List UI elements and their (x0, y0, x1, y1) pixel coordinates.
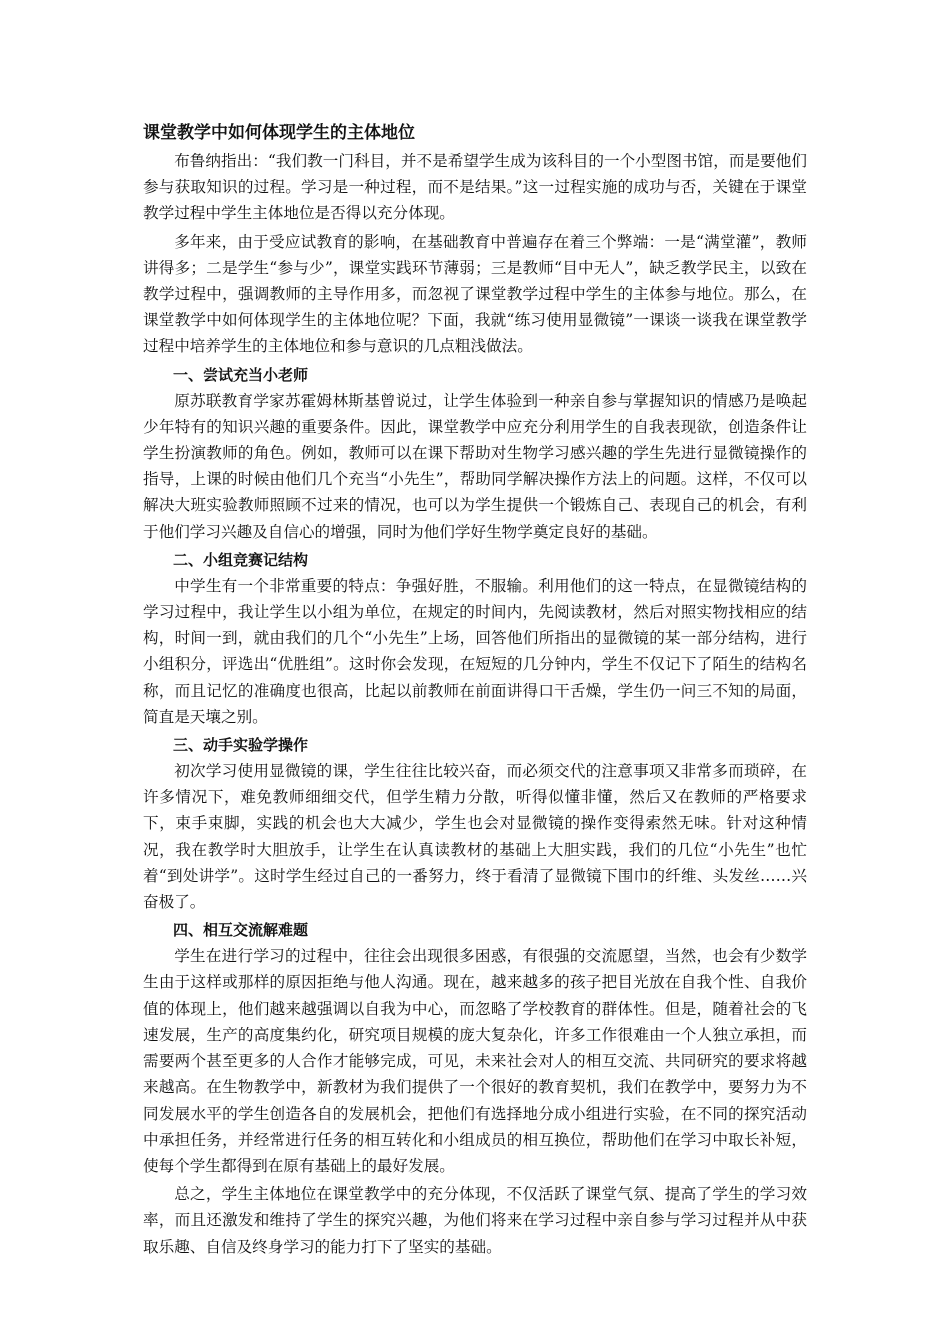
section-heading-3: 三、动手实验学操作 (173, 736, 309, 755)
conclusion-paragraph: 总之，学生主体地位在课堂教学中的充分体现，不仅活跃了课堂气氛、提高了学生的学习效率，而且还激发和维持了学生的探究兴趣，为他们将来在学习过程中亲自参与学习过程并从中获取乐趣、自信及终身学习的能力打下了坚实的基础。 (143, 1185, 807, 1256)
intro-paragraph-1: 布鲁纳指出：“我们教一门科目，并不是希望学生成为该科目的一个小型图书馆，而是要他们参与获取知识的过程。学习是一种过程，而不是结果。”这一过程实施的成功与否，关键在于课堂教学过程中学生主体地位是否得以充分体现。 (143, 152, 807, 223)
intro-paragraph-2: 多年来，由于受应试教育的影响，在基础教育中普遍存在着三个弊端：一是“满堂灌”，教师讲得多；二是学生“参与少”，课堂实践环节薄弱；三是教师“目中无人”，缺乏教学民主，以致在教学过程中，强调教师的主导作用多，而忽视了课堂教学过程中学生的主体参与地位。那么，在课堂教学中如何体现学生的主体地位呢？下面，我就“练习使用显微镜”一课谈一谈我在课堂教学过程中培养学生的主体地位和参与意识的几点粗浅做法。 (143, 232, 807, 356)
section-heading-2: 二、小组竞赛记结构 (173, 550, 309, 569)
section-heading-4: 四、相互交流解难题 (173, 921, 309, 940)
section-heading-1: 一、尝试充当小老师 (173, 365, 309, 384)
document-title: 课堂教学中如何体现学生的主体地位 (143, 123, 415, 143)
section-body-4: 学生在进行学习的过程中，往往会出现很多困惑，有很强的交流愿望，当然，也会有少数学生由于这样或那样的原因拒绝与他人沟通。现在，越来越多的孩子把目光放在自我个性、自我价值的体现上，他们越来越强调以自我为中心，而忽略了学校教育的群体性。但是，随着社会的飞速发展，生产的高度集约化，研究项目规模的庞大复杂化，许多工作很难由一个人独立承担，而需要两个甚至更多的人合作才能够完成，可见，未来社会对人的相互交流、共同研究的要求将越来越高。在生物教学中，新教材为我们提供了一个很好的教育契机，我们在教学中，要努力为不同发展水平的学生创造各自的发展机会，把他们有选择地分成小组进行实验，在不同的探究活动中承担任务，并经常进行任务的相互转化和小组成员的相互换位，帮助他们在学习中取长补短，使每个学生都得到在原有基础上的最好发展。 (143, 947, 807, 1175)
section-body-3: 初次学习使用显微镜的课，学生往往比较兴奋，而必须交代的注意事项又非常多而琐碎，在许多情况下，难免教师细细交代，但学生精力分散，听得似懂非懂，然后又在教师的严格要求下，束手束脚，实践的机会也大大减少，学生也会对显微镜的操作变得索然无味。针对这种情况，我在教学时大胆放手，让学生在认真读教材的基础上大胆实践，我们的几位“小先生”也忙着“到处讲学”。这时学生经过自己的一番努力，终于看清了显微镜下围巾的纤维、头发丝……兴奋极了。 (143, 762, 807, 912)
section-body-1: 原苏联教育学家苏霍姆林斯基曾说过，让学生体验到一种亲自参与掌握知识的情感乃是唤起少年特有的知识兴趣的重要条件。因此，课堂教学中应充分利用学生的自我表现欲，创造条件让学生扮演教师的角色。例如，教师可以在课下帮助对生物学习感兴趣的学生先进行显微镜操作的指导，上课的时候由他们几个充当“小先生”，帮助同学解决操作方法上的问题。这样，不仅可以解决大班实验教师照顾不过来的情况，也可以为学生提供一个锻炼自己、表现自己的机会，有利于他们学习兴趣及自信心的增强，同时为他们学好生物学奠定良好的基础。 (143, 391, 807, 541)
document-page (143, 120, 807, 1262)
section-body-2: 中学生有一个非常重要的特点：争强好胜，不服输。利用他们的这一特点，在显微镜结构的学习过程中，我让学生以小组为单位，在规定的时间内，先阅读教材，然后对照实物找相应的结构，时间一到，就由我们的几个“小先生”上场，回答他们所指出的显微镜的某一部分结构，进行小组积分，评选出“优胜组”。这时你会发现，在短短的几分钟内，学生不仅记下了陌生的结构名称，而且记忆的准确度也很高，比起以前教师在前面讲得口干舌燥，学生仍一问三不知的局面，简直是天壤之别。 (143, 576, 807, 726)
